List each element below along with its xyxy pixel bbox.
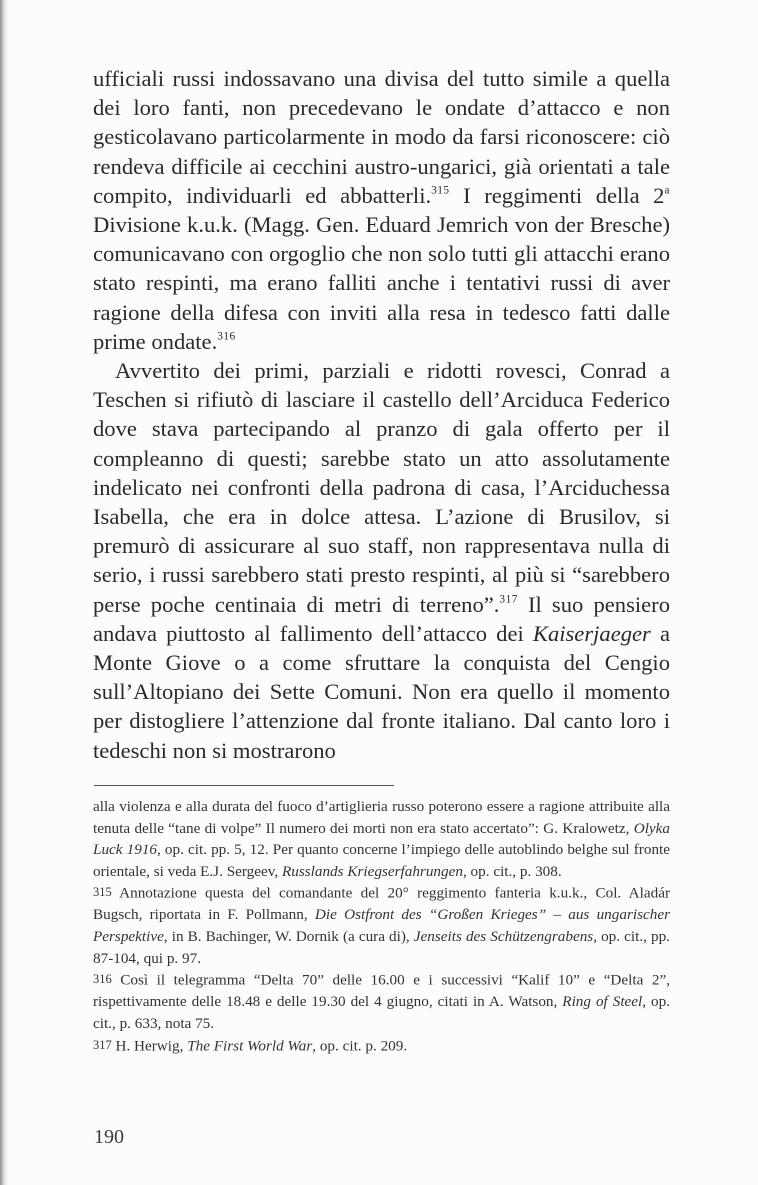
paragraph xyxy=(93,356,670,765)
body-text xyxy=(93,64,670,765)
footnote-315 xyxy=(93,882,670,969)
text-run: Il suo pensiero andava piuttosto al fallimento dell’attacco dei xyxy=(93,591,670,646)
footnote-number: 317 xyxy=(93,1037,112,1052)
paragraph xyxy=(93,64,670,356)
footnote-reference: 317 xyxy=(499,593,518,606)
text-run: , op. cit., p. 633, nota 75. xyxy=(93,993,671,1032)
italic-title: Die Ostfront des “Großen Krieges” – aus ungarischer Perspektive xyxy=(93,906,670,946)
page-number: 190 xyxy=(94,1126,124,1148)
text-run: , in B. Bachinger, W. Dornik (a cura di), xyxy=(163,928,414,946)
footnote-continuation xyxy=(93,796,670,882)
text-run: ufficiali russi indossavano una divisa del tutto simile a quella dei loro fanti, non precedevano le ondate d’attacco e non gesticolavano particolarmente in modo da farsi riconoscere: ciò rendeva difficile ai cecchini austro-ungarici, già orientati a tale compito, individuarli ed abbatterli. xyxy=(93,66,670,208)
text-run: alla violenza e alla durata del fuoco d’artiglieria russo poterono essere a ragione attribuite alla tenuta delle “tane di volpe” Il numero dei morti non era stato accertato”: G. Kralowetz, xyxy=(93,798,670,837)
footnotes xyxy=(93,796,670,1057)
text-run: , op. cit. p. 209. xyxy=(312,1036,408,1054)
italic-title: The First World War xyxy=(187,1036,313,1054)
text-run: H. Herwig, xyxy=(111,1036,188,1054)
footnote-separator xyxy=(94,785,394,786)
footnote-number: 316 xyxy=(93,972,112,987)
text-run: Divisione k.u.k. (Magg. Gen. Eduard Jemrich von der Bresche) comunicavano con orgoglio che non solo tutti gli attacchi erano stato respinti, ma erano falliti anche i tentativi russi di aver ragione della difesa con inviti alla resa in tedesco fatti dalle prime ondate. xyxy=(93,212,670,354)
italic-title: Jenseits des Schützengrabens xyxy=(413,928,594,946)
footnote-number: 315 xyxy=(93,885,112,900)
footnote-317 xyxy=(93,1035,670,1057)
footnote-reference: a xyxy=(664,184,670,197)
text-run: , op. cit. pp. 5, 12. Per quanto concerne l’impiego delle autoblindo belghe sul fronte orientale, si veda E.J. Sergeev, xyxy=(93,841,671,880)
text-run: I reggimenti della 2 xyxy=(449,182,665,208)
italic-title: Russlands Kriegserfahrungen xyxy=(281,862,463,880)
italic-title: Olyka Luck 1916 xyxy=(93,819,670,859)
text-run: , op. cit., pp. 87-104, qui p. 97. xyxy=(93,928,670,967)
footnote-reference: 315 xyxy=(431,184,450,197)
italic-title: Kaiserjaeger xyxy=(532,620,651,646)
footnote-316 xyxy=(93,969,670,1034)
italic-title: Ring of Steel xyxy=(562,993,643,1011)
footnote-reference: 316 xyxy=(217,330,236,343)
text-run: Annotazione questa del comandante del 20° reggimento fanteria k.u.k., Col. Aladár Bugsch, riportata in F. Pollmann, xyxy=(93,884,670,924)
text-run: a Monte Giove o a come sfruttare la conquista del Cengio sull’Altopiano dei Sette Comuni. Non era quello il momento per distogliere l’attenzione dal fronte italiano. Dal canto loro i tedeschi non si mostrarono xyxy=(93,620,670,763)
text-run: Avvertito dei primi, parziali e ridotti rovesci, Conrad a Teschen si rifiutò di lasciare il castello dell’Arciduca Federico dove stava partecipando al pranzo di gala offerto per il compleanno di questi; sarebbe stato un atto assolutamente indelicato nei confronti della padrona di casa, l’Arciduchessa Isabella, che era in dolce attesa. L’azione di Brusilov, si premurò di assicurare al suo staff, non rappresentava nulla di serio, i russi sarebbero stati presto respinti, al più si “sarebbero perse poche centinaia di metri di terreno”. xyxy=(93,358,670,617)
text-run: , op. cit., p. 308. xyxy=(462,862,562,880)
text-run: Così il telegramma “Delta 70” delle 16.00 e i successivi “Kalif 10” e “Delta 2”, rispettivamente delle 18.48 e delle 19.30 del 4 giugno, citati in A. Watson, xyxy=(93,971,670,1011)
book-binding-shadow xyxy=(0,0,8,1185)
